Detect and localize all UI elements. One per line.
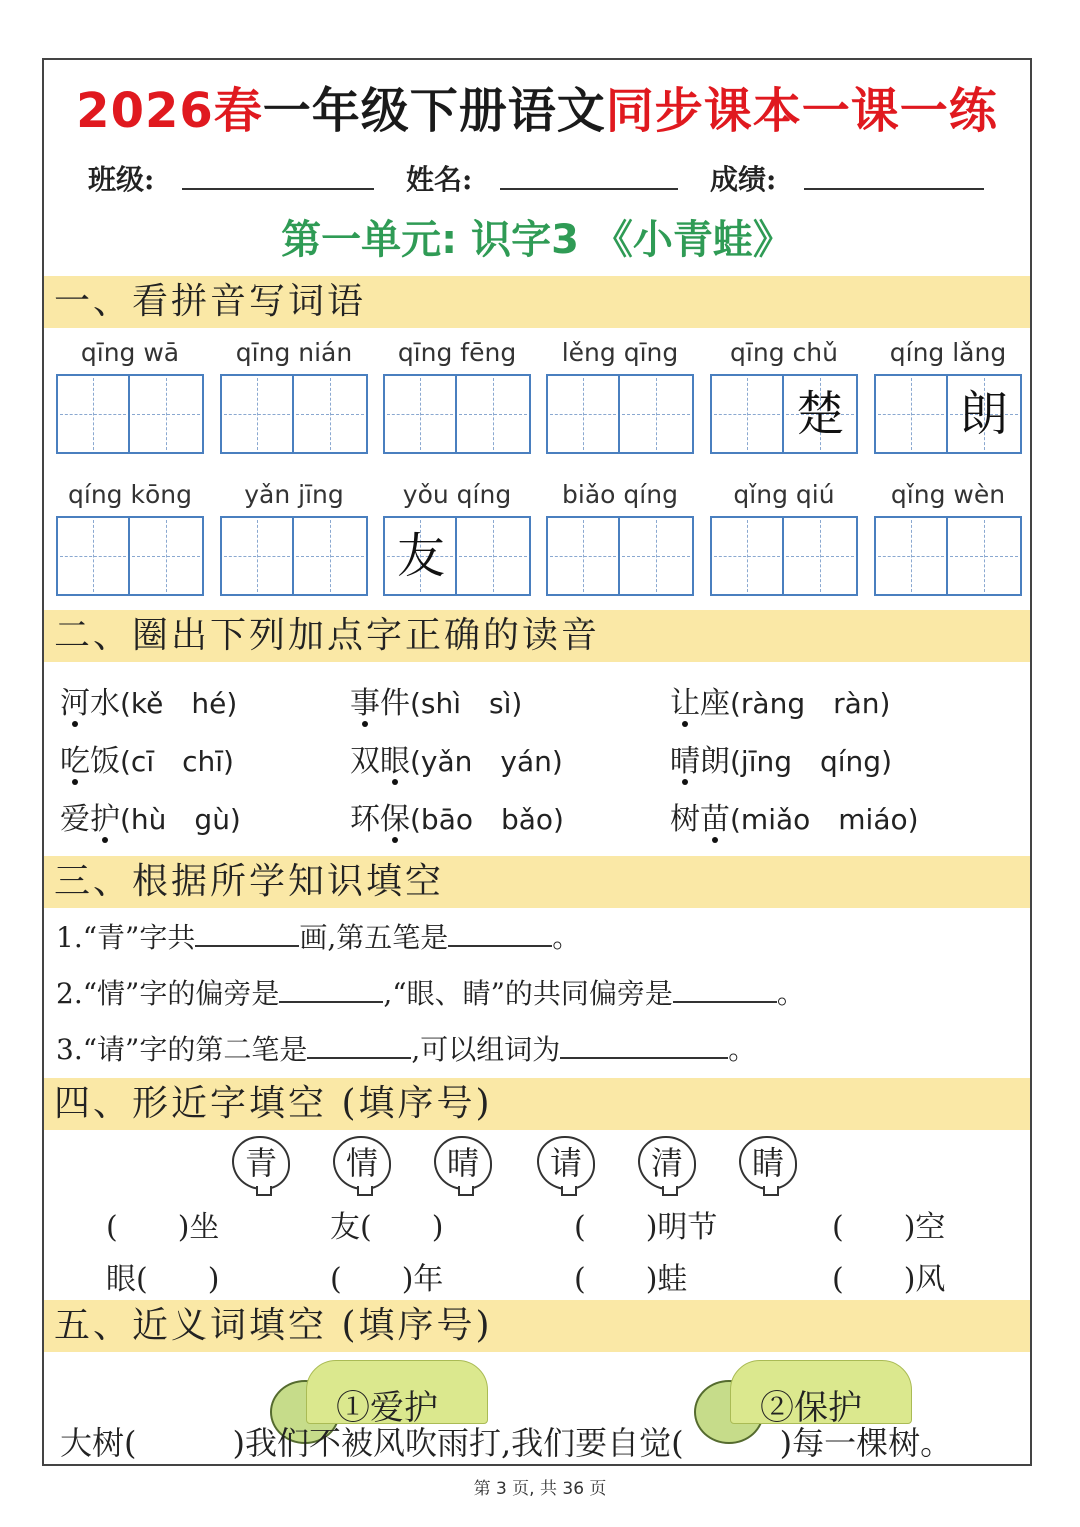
cloud-char-text: 睛 — [751, 1144, 784, 1182]
pinyin-label: qīng fēng — [397, 338, 517, 367]
prefilled-char — [294, 518, 366, 594]
q2-text-b: ,“眼、睛”的共同偏旁是 — [383, 977, 673, 1010]
section3-heading: 三、根据所学知识填空 — [44, 856, 1030, 908]
word-char: 水 — [90, 686, 120, 721]
q2-text-a: 2.“情”字的偏旁是 — [56, 977, 280, 1010]
cloud-char — [537, 1136, 595, 1190]
prefilled-char — [620, 518, 692, 594]
pronunciation-item — [670, 794, 919, 838]
prefilled-char — [130, 518, 202, 594]
worksheet-frame — [42, 58, 1032, 1466]
writing-grid[interactable] — [220, 374, 368, 454]
q3-blank-2[interactable] — [560, 1031, 728, 1059]
prefilled-char — [294, 376, 366, 452]
prefilled-char — [712, 518, 784, 594]
prefilled-char — [222, 376, 294, 452]
q3-text-a: 3.“请”字的第二笔是 — [56, 1033, 308, 1066]
dotted-char: 事 — [350, 686, 380, 721]
q3-text-c: 。 — [728, 1033, 757, 1066]
cloud-char-text: 晴 — [446, 1144, 479, 1182]
option-2: ②保护 — [760, 1388, 862, 1428]
pinyin-options[interactable]: (miǎo miáo) — [730, 803, 919, 836]
writing-grid[interactable] — [874, 374, 1022, 454]
class-label: 班级: — [88, 163, 155, 196]
writing-grid[interactable] — [56, 374, 204, 454]
fill-question-1 — [56, 916, 580, 956]
page-title — [44, 72, 1030, 141]
q1-text-c: 。 — [552, 921, 581, 954]
pinyin-label: qǐng qiú — [733, 480, 835, 509]
pronunciation-item — [350, 736, 563, 780]
prefilled-char — [548, 376, 620, 452]
q1-text-b: 画,第五笔是 — [299, 921, 449, 954]
pronunciation-item — [670, 678, 890, 722]
cloud-char-text: 青 — [244, 1144, 277, 1182]
prefilled-char — [457, 518, 529, 594]
cloud-char-text: 情 — [345, 1144, 378, 1182]
pinyin-label: qǐng wèn — [890, 480, 1006, 509]
writing-grid[interactable] — [710, 374, 858, 454]
dotted-char: 河 — [60, 686, 90, 721]
prefilled-char: 朗 — [959, 386, 1008, 442]
name-field[interactable] — [500, 188, 678, 190]
writing-grid[interactable] — [56, 516, 204, 596]
cloud-stem — [561, 1186, 577, 1196]
pinyin-label: qīng nián — [235, 338, 353, 367]
word-char: 爱 — [60, 802, 90, 837]
prefilled-char — [876, 518, 948, 594]
pinyin-options[interactable]: (jīng qíng) — [730, 745, 892, 778]
fill-blank-item[interactable]: ( )年 — [330, 1262, 444, 1297]
title-year: 2026春 — [76, 83, 263, 139]
fill-blank-item[interactable]: ( )空 — [832, 1210, 946, 1245]
class-field[interactable] — [182, 188, 374, 190]
score-label: 成绩: — [710, 163, 777, 196]
pinyin-options[interactable]: (bāo bǎo) — [410, 803, 564, 836]
option-1: ①爱护 — [336, 1388, 438, 1428]
dotted-char: 让 — [670, 686, 700, 721]
pinyin-options[interactable]: (ràng ràn) — [730, 687, 891, 720]
pronunciation-item — [60, 794, 241, 838]
page-footer: 第 3 页, 共 36 页 — [473, 1479, 607, 1499]
pinyin-options[interactable]: (cī chī) — [120, 745, 234, 778]
cloud-char — [333, 1136, 391, 1190]
pinyin-label: qíng lǎng — [889, 338, 1007, 367]
writing-grid[interactable] — [710, 516, 858, 596]
prefilled-char — [222, 518, 294, 594]
pinyin-label: lěng qīng — [561, 338, 679, 367]
prefilled-char — [712, 376, 784, 452]
q3-blank-1[interactable] — [307, 1031, 411, 1059]
section4-heading: 四、形近字填空 (填序号) — [44, 1078, 1030, 1130]
prefilled-char — [385, 376, 457, 452]
writing-grid[interactable] — [220, 516, 368, 596]
fill-blank-item[interactable]: ( )坐 — [106, 1210, 220, 1245]
section2-heading: 二、圈出下列加点字正确的读音 — [44, 610, 1030, 662]
q2-blank-1[interactable] — [279, 975, 383, 1003]
dotted-char: 晴 — [670, 744, 700, 779]
writing-grid[interactable] — [874, 516, 1022, 596]
writing-grid[interactable] — [383, 374, 531, 454]
dotted-char: 眼 — [380, 744, 410, 779]
prefilled-char — [58, 518, 130, 594]
cloud-stem — [763, 1186, 779, 1196]
pronunciation-item — [350, 678, 522, 722]
q1-text-a: 1.“青”字共 — [56, 921, 196, 954]
q2-blank-2[interactable] — [673, 975, 777, 1003]
writing-grid[interactable] — [546, 374, 694, 454]
q1-blank-2[interactable] — [448, 919, 552, 947]
cloud-char — [232, 1136, 290, 1190]
prefilled-char — [876, 376, 948, 452]
pinyin-label: yǎn jīng — [244, 480, 344, 509]
prefilled-char — [457, 376, 529, 452]
fill-blank-item[interactable]: 友( ) — [330, 1210, 444, 1245]
dotted-char: 吃 — [60, 744, 90, 779]
cloud-char — [739, 1136, 797, 1190]
cloud-stem — [458, 1186, 474, 1196]
fill-blank-item[interactable]: ( )蛙 — [574, 1262, 688, 1297]
word-char: 件 — [380, 686, 410, 721]
cloud-stem — [662, 1186, 678, 1196]
pronunciation-item — [60, 736, 234, 780]
pinyin-label: biǎo qíng — [562, 480, 678, 509]
section5-heading: 五、近义词填空 (填序号) — [44, 1300, 1030, 1352]
cloud-stem — [357, 1186, 373, 1196]
title-practice: 同步课本一课一练 — [605, 83, 998, 139]
pinyin-label: qīng chǔ — [730, 338, 838, 367]
synonym-sentence: 大树( )我们不被风吹雨打,我们要自觉( )每一棵树。 — [60, 1424, 953, 1462]
student-info-row — [44, 158, 1030, 198]
cloud-stem — [256, 1186, 272, 1196]
writing-grid[interactable] — [546, 516, 694, 596]
q1-blank-1[interactable] — [195, 919, 299, 947]
prefilled-char — [948, 518, 1020, 594]
prefilled-char: 楚 — [795, 386, 844, 442]
cloud-char — [434, 1136, 492, 1190]
name-label: 姓名: — [406, 163, 473, 196]
fill-blank-item[interactable]: 眼( ) — [106, 1262, 220, 1297]
dotted-char: 护 — [90, 802, 120, 837]
pronunciation-item — [350, 794, 564, 838]
word-char: 双 — [350, 744, 380, 779]
fill-blank-item[interactable]: ( )风 — [832, 1262, 946, 1297]
pinyin-options[interactable]: (hù gù) — [120, 803, 241, 836]
pinyin-label: yǒu qíng — [402, 480, 512, 509]
prefilled-char: 友 — [396, 528, 445, 584]
unit-title: 第一单元: 识字3 《小青蛙》 — [281, 217, 793, 263]
section1-heading: 一、看拼音写词语 — [44, 276, 1030, 328]
dotted-char: 苗 — [700, 802, 730, 837]
prefilled-char — [58, 376, 130, 452]
q3-text-b: ,可以组词为 — [411, 1033, 561, 1066]
pinyin-options[interactable]: (shì sì) — [410, 687, 523, 720]
word-char: 座 — [700, 686, 730, 721]
pinyin-options[interactable]: (kě hé) — [120, 687, 238, 720]
cloud-char — [638, 1136, 696, 1190]
fill-question-2 — [56, 972, 805, 1012]
cloud-char-text: 请 — [549, 1144, 582, 1182]
prefilled-char — [130, 376, 202, 452]
score-field[interactable] — [804, 188, 984, 190]
dotted-char: 保 — [380, 802, 410, 837]
pinyin-label: qīng wā — [80, 338, 180, 367]
pronunciation-item — [60, 678, 237, 722]
cloud-char-text: 清 — [650, 1144, 683, 1182]
word-char: 朗 — [700, 744, 730, 779]
pinyin-options[interactable]: (yǎn yán) — [410, 745, 563, 778]
title-grade: 一年级下册语文 — [262, 83, 606, 139]
prefilled-char — [548, 518, 620, 594]
prefilled-char — [620, 376, 692, 452]
q2-text-c: 。 — [776, 977, 805, 1010]
pinyin-label: qíng kōng — [68, 480, 192, 509]
writing-grid[interactable] — [383, 516, 531, 596]
prefilled-char — [784, 518, 856, 594]
pronunciation-item — [670, 736, 892, 780]
fill-question-3 — [56, 1028, 756, 1068]
word-char: 环 — [350, 802, 380, 837]
word-char: 饭 — [90, 744, 120, 779]
fill-blank-item[interactable]: ( )明节 — [574, 1210, 718, 1245]
word-char: 树 — [670, 802, 700, 837]
